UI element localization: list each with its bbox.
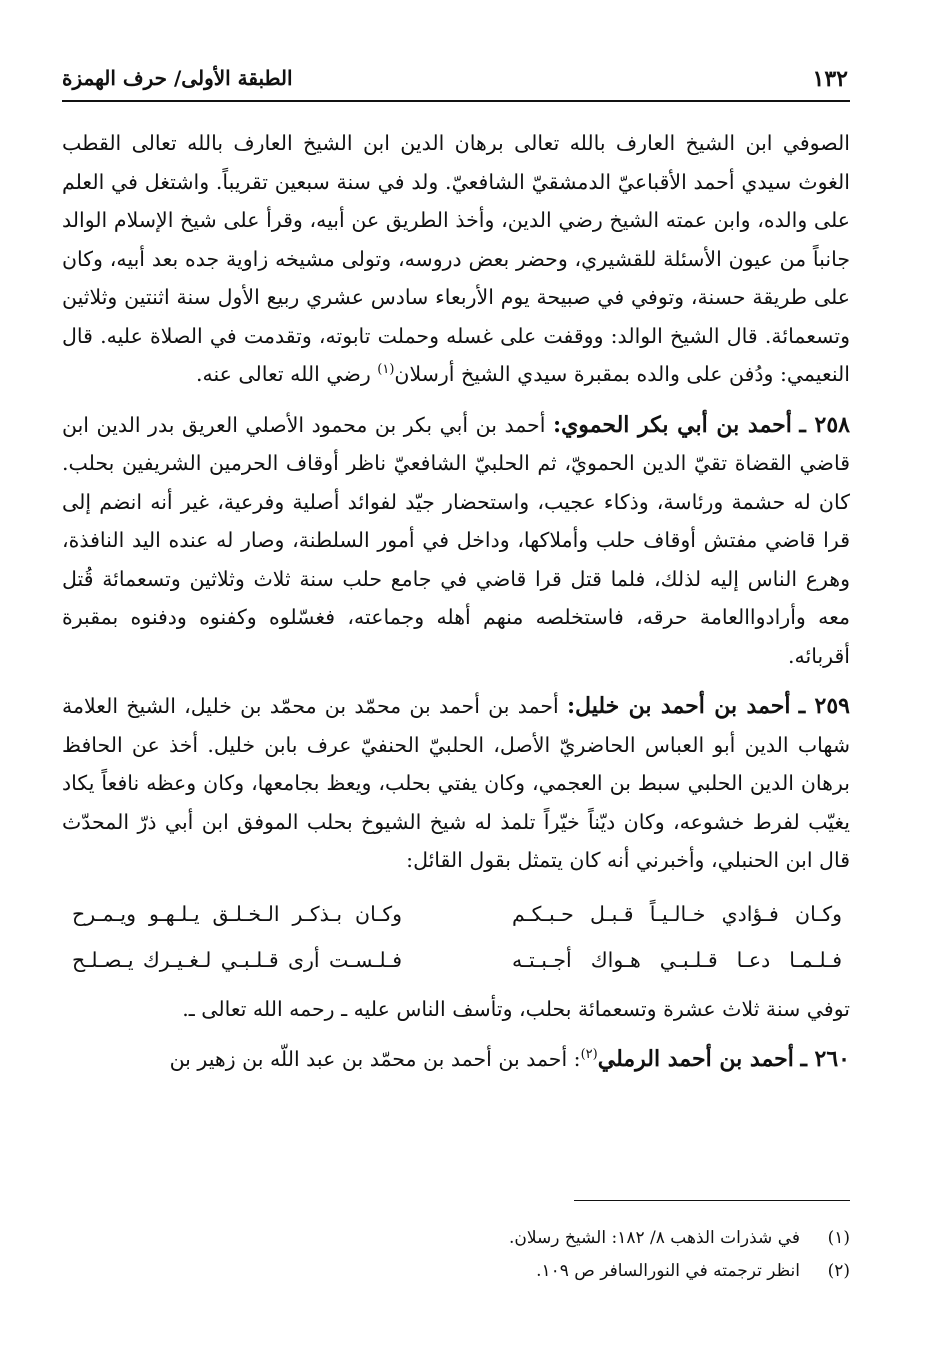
entry-name: أحمد بن أحمد الرملي [597,1046,794,1072]
verse-second-hemistich: فـلـسـت أرى قـلـبـي لـغـيـرك يـصـلـح [72,948,402,973]
entry-259-closing [62,990,850,1029]
footnote-mark: (٢) [827,1261,850,1281]
header-rule [62,100,850,102]
poem-verses [62,892,850,984]
entry-259 [62,687,850,880]
footnote-ref-2: (٢) [580,1047,598,1063]
entry-number: ٢٥٩ ـ [798,693,850,719]
footnote-text: في شذرات الذهب ٨/ ١٨٢: الشيخ رسلان. [509,1228,800,1248]
main-text [62,124,850,1079]
verse-line [62,892,850,938]
footnote-mark: (١) [827,1228,850,1248]
entry-260 [62,1040,850,1079]
entry-text: أحمد بن أحمد بن محمّد بن محمّد بن خليل، الشيخ العلامة شهاب الدين أبو العباس الحاضريّ الأصل، الحلبيّ الحنفيّ عرف بابن خليل. أخذ عن الحافظ برهان الدين الحلبي سبط بن العجمي، وكان يفتي بحلب، ويعظ بجامعها، وكان وعظه نافعاً يكاد يغيّب لفرط خشوعه، وكان ديّناً خيّراً تلمذ له شيخ الشيوخ بحلب الموفق ابن أبي ذرّ المحدّث قال ابن الحنبلي، وأخبرني أنه كان يتمثل بقول القائل: [62,694,851,872]
entry-text: : أحمد بن أحمد بن محمّد بن عبد اللّه بن زهير بن [169,1047,581,1071]
intro-text: الصوفي ابن الشيخ العارف بالله تعالى برهان الدين ابن الشيخ العارف بالله تعالى القطب الغوث سيدي أحمد الأقباعيّ الدمشقيّ الشافعيّ. ولد في سنة سبعين تقريباً. واشتغل في العلم على والده، وابن عمته الشيخ رضي الدين، وأخذ الطريق عن أبيه، وقرأ على شيخ الإسلام الوالد جانباً من عيون الأسئلة للقشيري، وحضر بعض دروسه، وتولى مشيخه زاوية جده بعد أبيه، وكان على طريقة حسنة، وتوفي في صبيحة يوم الأربعاء سادس عشري ربيع الأول سنة اثنتين وثلاثين وتسعمائة. قال الشيخ الوالد: ووقفت على غسله وحملت تابوته، وتقدمت في الصلاة عليه. قال النعيمي: ودُفن على والده بمقبرة سيدي الشيخ أرسلان [62,131,850,386]
footnote-1 [62,1222,850,1255]
entry-name: أحمد بن أبي بكر الحموي: [552,411,792,438]
verse-first-hemistich: وكـان فـؤادي خـالـيـاً قـبـل حـبـكـم [512,902,842,927]
verse-first-hemistich: فـلـمـا دعـا قـلـبـي هـواك أجـبـتـه [512,948,842,973]
intro-paragraph [62,124,850,394]
entry-258 [62,406,850,676]
footnotes [62,1222,850,1288]
page-header [62,66,848,96]
running-head: الطبقة الأولى/ حرف الهمزة [62,66,293,90]
footnote-ref-1: (١) [377,362,395,378]
footnote-2 [62,1255,850,1288]
verse-line [62,938,850,984]
entry-name: أحمد بن أحمد بن خليل: [566,693,791,719]
entry-text: أحمد بن أبي بكر بن محمود الأصلي العريق بدر الدين ابن قاضي القضاة تقيّ الدين الحمويّ، ثم الحلبيّ الشافعيّ ناظر أوقاف الحرمين الشريفين بحلب. كان له حشمة ورئاسة، وذكاء عجيب، واستحضار جيّد لفوائد أصلية وفرعية، غير أنه انضم إلى قرا قاضي مفتش أوقاف حلب وأملاكها، وداخل في أمور السلطنة، وصار له عنده اليد النافذة، وهرع الناس إليه لذلك، فلما قتل قرا قاضي في جامع حلب سنة ثلاث وثلاثين وتسعمائة قُتل معه وأرادواالعامة حرقه، فاستخلصه منهم أهله وجماعته، فغسّلوه وكفنوه ودفنوه بمقبرة أقربائه. [62,412,850,668]
entry-number: ٢٥٨ ـ [799,411,850,438]
closing-text: توفي سنة ثلاث عشرة وتسعمائة بحلب، وتأسف الناس عليه ـ رحمه الله تعالى ـ. [182,996,850,1021]
entry-number: ٢٦٠ ـ [800,1046,850,1072]
verse-second-hemistich: وكـان بـذكـر الـخـلـق يـلـهـو ويـمـرح [72,902,402,927]
footnote-text: انظر ترجمته في النورالسافر ص ١٠٩. [536,1261,800,1281]
page-number: ١٣٢ [812,66,848,92]
intro-text-end: رضي الله تعالى عنه. [195,362,378,386]
footnote-rule [574,1200,850,1201]
